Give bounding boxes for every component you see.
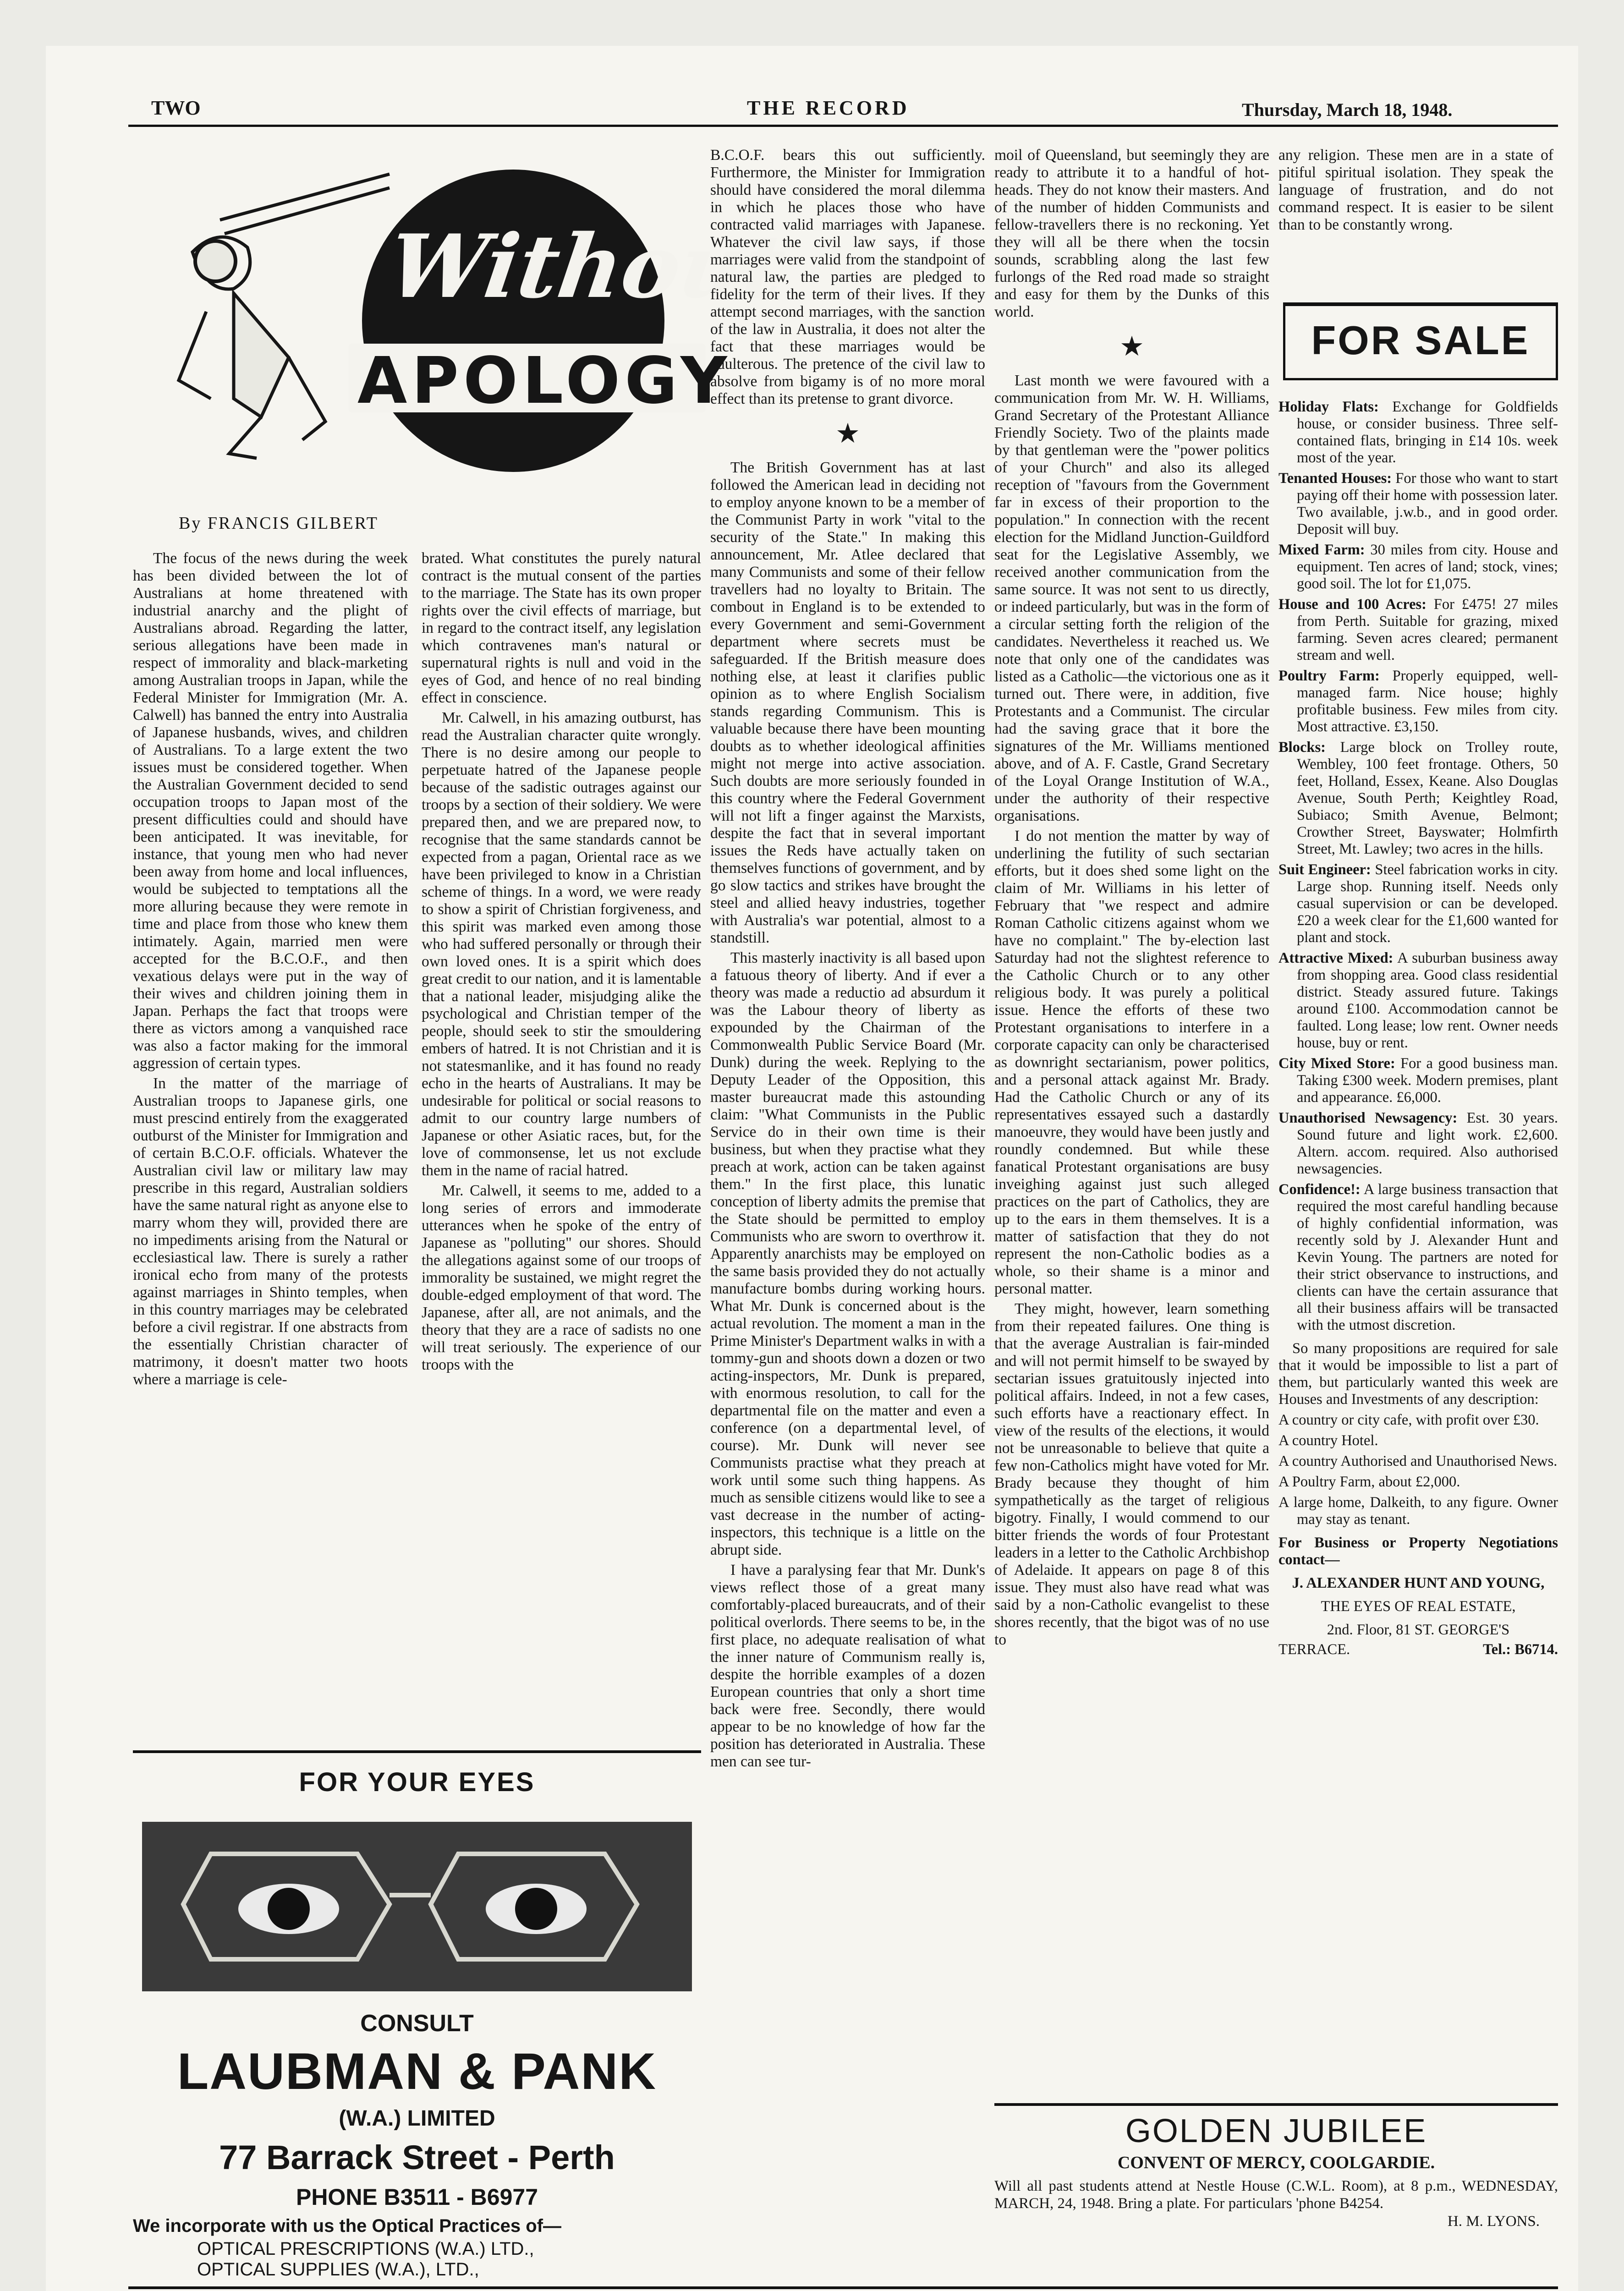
listing-head: Tenanted Houses: xyxy=(1278,470,1392,487)
agent-terrace: TERRACE. xyxy=(1278,1641,1350,1658)
issue-date: Thursday, March 18, 1948. xyxy=(1242,99,1453,120)
listing-head: Poultry Farm: xyxy=(1278,668,1380,684)
ad-incorporate: We incorporate with us the Optical Practices of— xyxy=(133,2216,562,2236)
listing xyxy=(1278,668,1558,735)
jubilee-title: GOLDEN JUBILEE xyxy=(1125,2113,1427,2149)
wanted-item: A country or city cafe, with profit over £30. xyxy=(1278,1412,1539,1428)
paragraph: Mr. Calwell, in his amazing outburst, has read the Australian character quite wrongly. There is no desire among our people to perpetuate hatred of the Japanese people because of the sadistic outrages against our troops by a section of their soldiery. We were prepared then, and we are prepared now, to recognise that the same standards cannot be expected from a pagan, Oriental race as we have been privileged to know in a Christian scheme of things. In a word, we were ready to show a spirit of Christian forgiveness, and this spirit was marked even among those who had suffered personally or through their own loved ones. It is a spirit which does great credit to our nation, and it is lamentable that a national leader, misjudging alike the psychological and Christian temper of the people, should seek to stir the smouldering embers of hatred. It is not Christian and it is not statesmanlike, and it has found no ready echo in the hearts of Australians. It may be undesirable for political or social reasons to admit to our country large numbers of Japanese or other Asiatic races, but, for the love of commonsense, let us not exclude them in the name of racial hatred. xyxy=(422,709,701,1179)
listing-text: Properly equipped, well-managed farm. Nice house; highly profitable business. Few miles from city. Most attractive. £3,150. xyxy=(1297,668,1558,735)
listing-head: City Mixed Store: xyxy=(1278,1055,1395,1072)
listing xyxy=(1278,596,1558,664)
agent-tagline: THE EYES OF REAL ESTATE, xyxy=(1321,1598,1516,1615)
listing-head: Confidence!: xyxy=(1278,1181,1361,1198)
article-column-4 xyxy=(994,147,1269,2089)
listing-head: House and 100 Acres: xyxy=(1278,596,1426,613)
listing-text: Exchange for Goldfields house, or consider business. Three self-contained flats, bringing in £14 10s. week most of the year. xyxy=(1297,399,1558,466)
listing-head: Holiday Flats: xyxy=(1278,399,1379,415)
star-icon: ★ xyxy=(1119,331,1144,362)
paragraph: This masterly inactivity is all based upon a fatuous theory of liberty. And if ever a theory was made a reductio ad absurdum it was the Labour theory of liberty as expounded by the Chairman of the Commonwealth Public Service Board (Mr. Dunk) during the week. Replying to the Deputy Leader of the Opposition, this master bureaucrat made this astounding claim: "What Communists in the Public Service do in their own time is their business, but when they practise what they preach at work, action can be taken against them." In the first place, this lunatic conception of liberty admits the premise that the State should be permitted to employ Communists who are sworn to overthrow it. Apparently anarchists may be employed on the same basis provided they do not actually manufacture bombs during working hours. What Mr. Dunk is concerned about is the actual revolution. The moment a man in the Prime Minister's Department walks in with a tommy-gun and shoots down a dozen or two acting-inspectors, Mr. Dunk is prepared, with enormous resolution, to call for the departmental file on the matter and even a conference (on a departmental level, of course). Mr. Dunk will never see Communists practise what they preach at work until some such thing happens. As much as sensible citizens would like to see a vast decrease in the number of acting-inspectors, this technique is a little on the abrupt side. xyxy=(710,949,985,1558)
masthead: THE RECORD xyxy=(747,97,910,119)
agent-name: J. ALEXANDER HUNT AND YOUNG, xyxy=(1292,1575,1545,1591)
optical-advertisement xyxy=(133,1750,701,2280)
article-column-1 xyxy=(133,550,408,1750)
heading-word-apology-text: APOLOGY xyxy=(357,344,732,418)
wanted-item: A country Hotel. xyxy=(1278,1432,1378,1449)
listing-text: For £475! 27 miles from Perth. Suitable for grazing, mixed farming. Seven acres cleared; permanent stream and well. xyxy=(1297,596,1558,663)
heading-word-without: Without xyxy=(382,215,791,318)
paragraph: The British Government has at last followed the American lead in deciding not to employ anyone known to be a member of the Communist Party in work "vital to the security of the State." In making this announcement, Mr. Atlee declared that many Communists and some of their fellow travellers had no loyalty to Britain. The combout in England is to be extended to every Government and semi-Government department where secrets must be safeguarded. If the British measure does nothing else, at least it clarifies public opinion as to where English Socialism stands regarding Communism. This is valuable because there have been mounting doubts as to whether ideological affinities might not merge into active association. Such doubts are more seriously founded in this country where the Federal Government will not lift a finger against the Marxists, despite the fact that in several important issues the Reds have actually taken on themselves functions of government, and by go slow tactics and strikes have brought the steel and allied heavy industries, together with Australia's war potential, almost to a standstill. xyxy=(710,459,985,946)
listing-text: 30 miles from city. House and equipment. Ten acres of land; stock, vines; good soil. The lot for £1,075. xyxy=(1297,542,1558,592)
listing-head: Suit Engineer: xyxy=(1278,861,1371,878)
listing xyxy=(1278,861,1558,946)
agent-phone: Tel.: B6714. xyxy=(1482,1641,1558,1658)
newspaper-page xyxy=(46,46,1578,2291)
wanted-item: A country Authorised and Unauthorised News. xyxy=(1278,1453,1558,1469)
listing xyxy=(1278,399,1558,466)
listing-head: Attractive Mixed: xyxy=(1278,950,1394,966)
paragraph: any religion. These men are in a state of pitiful spiritual isolation. They speak the language of frustration, and do not command respect. It is easier to be silent than to be constantly wrong. xyxy=(1278,147,1553,233)
for-sale-title: FOR SALE xyxy=(1311,318,1530,363)
paragraph: B.C.O.F. bears this out sufficiently. Furthermore, the Minister for Immigration should have considered the moral dilemma in which he places those who have contracted valid marriages with Japanese. Whatever the civil law says, if those marriages were valid from the standpoint of natural law, the parties are pledged to fidelity for the term of their lives. If they attempt second marriages, with the sanction of the law in Australia, it does not alter the fact that these marriages would be adulterous. The pretence of the civil law to absolve from bigamy is of no more moral effect than its pretense to grant divorce. xyxy=(710,147,985,407)
ad-consult: CONSULT xyxy=(360,2010,474,2037)
jubilee-subtitle: CONVENT OF MERCY, COOLGARDIE. xyxy=(1117,2153,1435,2172)
listing xyxy=(1278,739,1558,858)
listing xyxy=(1278,1181,1558,1334)
listing xyxy=(1278,470,1558,538)
listing-head: Blocks: xyxy=(1278,739,1326,756)
listing-text: Steel fabrication works in city. Large shop. Running itself. Needs only casual supervision or can be developed. £20 a week clear for the £1,600 wanted for plant and stock. xyxy=(1297,861,1558,946)
for-sale-title-box xyxy=(1283,302,1558,380)
ad-company-sub: (W.A.) LIMITED xyxy=(339,2106,495,2131)
listing-head: Unauthorised Newsagency: xyxy=(1278,1110,1458,1126)
listing xyxy=(1278,542,1558,592)
paragraph: The focus of the news during the week has been divided between the lot of Australians at home threatened with industrial anarchy and the plight of Australians abroad. Regarding the latter, serious allegations have been made in respect of immorality and black-marketing among Australian troops in Japan, while the Federal Minister for Immigration (Mr. A. Calwell) has banned the entry into Australia of Japanese husbands, wives, and children of Australians. To a large extent the two issues must be considered together. When the Australian Government decided to send occupation troops to Japan most of the present difficulties could and should have been anticipated. It was inevitable, for instance, that young men who had never been away from home and local influences, would be subjected to temptations all the more alluring because they were remote in time and place from those who knew them intimately. Again, married men were accepted for the B.C.O.F., and then vexatious delays were put in the way of their wives and children joining them in Japan. Perhaps the fact that troops were there as victors among a vanquished race was also a factor making for the immoral aggression of certain types. xyxy=(133,550,408,1072)
column-heading xyxy=(151,147,791,477)
article-column-5 xyxy=(1278,147,1553,321)
listing-text: Est. 30 years. Sound future and light work. £2,600. Altern. accom. required. Also authorised newsagencies. xyxy=(1297,1110,1558,1177)
ad-practice-1: OPTICAL PRESCRIPTIONS (W.A.) LTD., xyxy=(197,2239,534,2259)
ad-company: LAUBMAN & PANK xyxy=(177,2043,657,2100)
jubilee-notice xyxy=(994,2103,1558,2273)
article-column-2 xyxy=(422,550,701,1750)
wanted-item: A large home, Dalkeith, to any figure. Owner may stay as tenant. xyxy=(1278,1494,1558,1528)
paragraph: moil of Queensland, but seemingly they are ready to attribute it to a handful of hot-heads. They do not know their masters. And of the number of hidden Communists and fellow-travellers there is no reckoning. Yet they will all be there when the tocsin sounds, scrabbling along the last few furlongs of the Red road made so straight and easy for them by the Dunks of this world. xyxy=(994,147,1269,320)
listing-text: For those who want to start paying off their home with possession later. Two available, j.w.b., and in good order. Deposit will buy. xyxy=(1297,470,1558,537)
wanted-item: A Poultry Farm, about £2,000. xyxy=(1278,1474,1460,1490)
paragraph: brated. What constitutes the purely natural contract is the mutual consent of the parties to the marriage. The State has its own proper rights over the civil effects of marriage, but in regard to the contract itself, any legislation which contravenes man's natural or supernatural rights is null and void in the eyes of God, and hence of no real binding effect in conscience. xyxy=(422,550,701,706)
ad-practice-2: OPTICAL SUPPLIES (W.A.), LTD., xyxy=(197,2259,479,2280)
jubilee-body: Will all past students attend at Nestle House (C.W.L. Room), at 8 p.m., WEDNESDAY, MARCH, 24, 1948. Bring a plate. For particulars 'phone B4254. xyxy=(994,2178,1558,2212)
paragraph: They might, however, learn something from their repeated failures. One thing is that the average Australian is fair-minded and will not permit himself to be swayed by sectarian issues gratuitously injected into political affairs. Indeed, in not a few cases, such efforts have a reactionary effect. In view of the results of the elections, it would not be unreasonable to believe that quite a few non-Catholics might have voted for Mr. Brady because they thought of him sympathetically as the target of religious bigotry. Finally, I would commend to our bitter friends the words of four Protestant leaders in a letter to the Catholic Archbishop of Adelaide. It appears on page 8 of this issue. They must also have read what was said by a non-Catholic evangelist to these shores recently, that the bigot was of no use to xyxy=(994,1300,1269,1648)
for-sale-listings xyxy=(1278,399,1558,2103)
listing xyxy=(1278,950,1558,1052)
paragraph: Last month we were favoured with a communication from Mr. W. H. Williams, Grand Secretary of the Protestant Alliance Friendly Society. Two of the plaints made by that gentleman were the "power politics of your Church" and also its alleged reception of "favours from the Government far in excess of their proportion to the population." In connection with the recent election for the Midland Junction-Guildford seat for the Legislative Assembly, we received another communication from the same source. It was not sent to us directly, or indeed particularly, but was in the form of a circular setting forth the religion of the candidates. Nevertheless it reached us. We note that only one of the candidates was listed as a Catholic—the victorious one as it turned out. There were, in addition, five Protestants and a Communist. The circular had the saving grace that it bore the signatures of the Mr. Williams mentioned above, and of A. F. Castle, Grand Secretary of the Loyal Orange Institution of W.A., under the authority of their respective organisations. xyxy=(994,372,1269,824)
listing-text: A large business transaction that required the most careful handling because of highly confidential information, was recently sold by J. Alexander Hunt and Kevin Young. The partners are noted for their strict observance to instructions, and clients can have the certain assurance that all their business affairs will be transacted with the utmost discretion. xyxy=(1297,1181,1558,1333)
ad-phone: PHONE B3511 - B6977 xyxy=(296,2184,538,2210)
jubilee-signature: H. M. LYONS. xyxy=(1447,2213,1540,2230)
paragraph: I have a paralysing fear that Mr. Dunk's views reflect those of a great many comfortably-placed bureaucrats, and of their political overlords. There seems to be, in the first place, no adequate realisation of what the inner nature of Communism really is, despite the horrible examples of a dozen European countries that only a short time back were free. Secondly, there would appear to be no knowledge of how far the position has deteriorated in Australia. These men can see tur- xyxy=(710,1562,985,1770)
agent-address: 2nd. Floor, 81 ST. GEORGE'S xyxy=(1327,1622,1510,1638)
wanted-intro: So many propositions are required for sale that it would be impossible to list a part of them, but particularly wanted this week are Houses and Investments of any description: xyxy=(1278,1340,1558,1408)
star-icon: ★ xyxy=(835,418,860,449)
byline: By FRANCIS GILBERT xyxy=(179,514,379,533)
banner-top-rule xyxy=(128,2286,1558,2289)
paragraph: In the matter of the marriage of Australian troops to Japanese girls, one must prescind entirely from the exaggerated outburst of the Minister for Immigration and of certain B.C.O.F. officials. Whatever the Australian civil law or military law may prescribe in this regard, Australian soldiers have the same natural right as anyone else to marry whom they will, provided there are no impediments arising from the Natural or ecclesiastical law. There is surely a rather ironical echo from many of the protests against marriages in Shinto temples, when in this country marriages may be celebrated before a civil registrar. If one abstracts from the essentially Christian character of matrimony, it doesn't matter two hoots where a marriage is cele- xyxy=(133,1075,408,1388)
listing xyxy=(1278,1110,1558,1178)
spectacles-icon xyxy=(142,1822,692,1991)
listing xyxy=(1278,1055,1558,1106)
listing-text: Large block on Trolley route, Wembley, 100 feet frontage. Others, 50 feet, Holland, Essex, Keane. Also Douglas Avenue, South Perth; Keightley Road, Subiaco; Smith Avenue, Belmont; Crowther Street, Bayswater; Holmfirth Street, Mt. Lawley; two acres in the hills. xyxy=(1297,739,1558,857)
listing-text: A suburban business away from shopping area. Good class residential district. Steady assured future. Takings around £100. Accommodation cannot be faulted. Long lease; low rent. Owner needs house, buy or rent. xyxy=(1297,950,1558,1051)
paragraph: Mr. Calwell, it seems to me, added to a long series of errors and immoderate utterances when he spoke of the entry of Japanese as "polluting" our shores. Should the allegations against some of our troops of immorality be sustained, we might regret the double-edged employment of that word. The Japanese, after all, are not animals, and the theory that they are a race of sadists no one will treat seriously. The experience of our troops with the xyxy=(422,1182,701,1373)
eyes-image xyxy=(142,1822,692,1991)
ad-address: 77 Barrack Street - Perth xyxy=(219,2138,615,2176)
page-number: TWO xyxy=(151,97,201,119)
negotiations-line: For Business or Property Negotiations contact— xyxy=(1278,1535,1558,1568)
listing-text: For a good business man. Taking £300 week. Modern premises, plant and appearance. £6,000. xyxy=(1297,1055,1558,1106)
listing-head: Mixed Farm: xyxy=(1278,542,1365,558)
header-rule xyxy=(128,125,1558,127)
agent-contact xyxy=(1278,1641,1558,1658)
ad-heading: FOR YOUR EYES xyxy=(299,1767,535,1797)
paragraph: I do not mention the matter by way of underlining the futility of such sectarian efforts, but it does shed some light on the claim of Mr. Williams in his letter of February that "we respect and admire Roman Catholic citizens against whom we have no complaint." The by-election last Saturday had not the slightest reference to the Catholic Church or to any other religious body. It was purely a political issue. Hence the efforts of these two Protestant organisations to interfere in a corporate capacity can only be characterised as downright sectarianism, power politics, and a personal attack against Mr. Brady. Had the Catholic Church or any of its representatives essayed such a dastardly manoeuvre, they would have been justly and roundly condemned. But while these fanatical Protestant organisations are busy inveighing against just such alleged practices on the part of Catholics, they are up to the ears in them themselves. It is a matter of satisfaction that they do not represent the non-Catholic bodies as a whole, so their shame is a minor and personal matter. xyxy=(994,828,1269,1297)
article-column-3 xyxy=(710,147,985,2291)
